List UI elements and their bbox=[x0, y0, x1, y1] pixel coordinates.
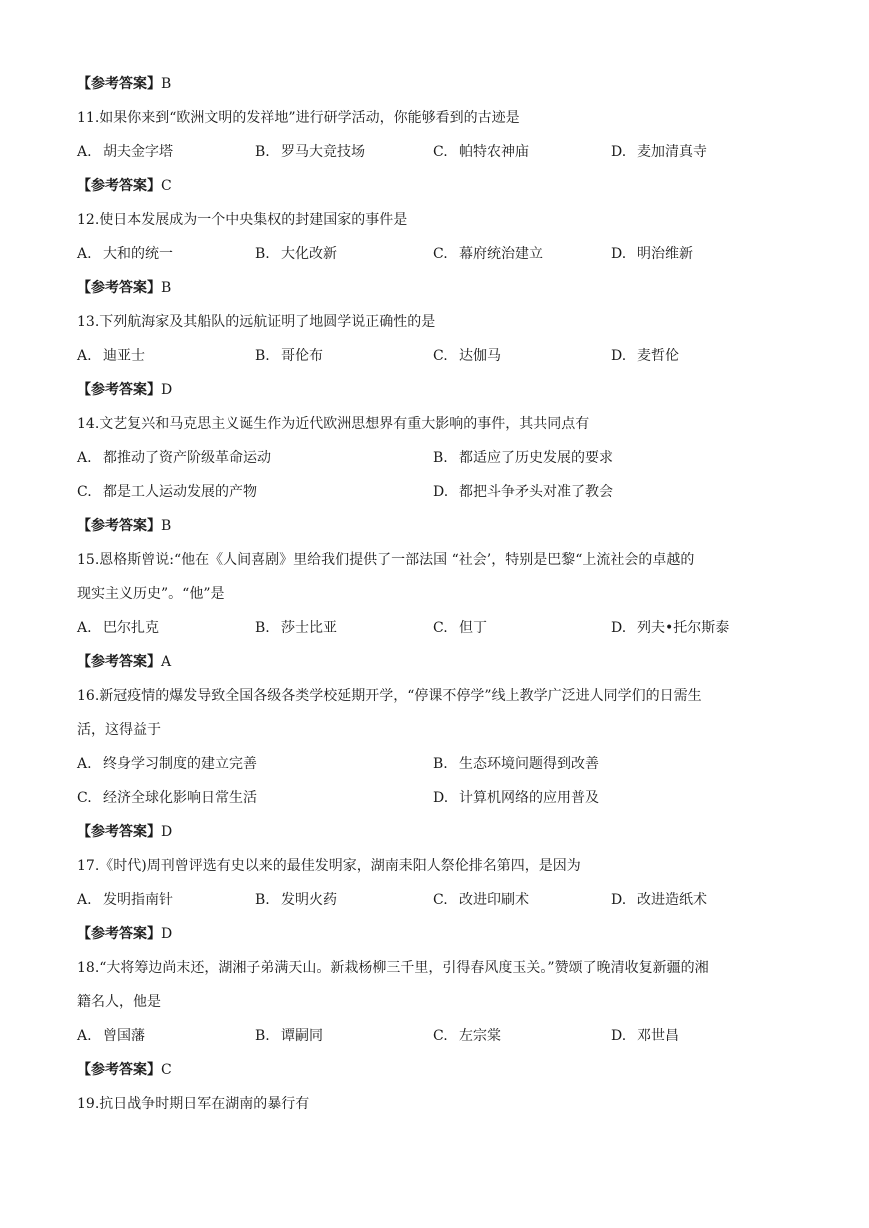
option-text: 左宗棠 bbox=[459, 1028, 501, 1044]
option-letter: D. bbox=[611, 620, 627, 636]
question-block bbox=[77, 412, 797, 548]
option-text: 都推动了资产阶级革命运动 bbox=[103, 450, 271, 466]
answer-label: 【参考答案】 bbox=[77, 654, 161, 670]
option-text: 谭嗣同 bbox=[281, 1028, 323, 1044]
option-text: 都适应了历史发展的要求 bbox=[459, 450, 613, 466]
options-row bbox=[77, 480, 797, 514]
answer-label: 【参考答案】 bbox=[77, 76, 161, 92]
option-letter: D. bbox=[611, 246, 627, 262]
option-text: 麦哲伦 bbox=[637, 348, 679, 364]
question-stem: 18.“大将筹边尚末还，湖湘子弟满天山。新栽杨柳三千里，引得春风度玉关。”赞颂了晚清收复新疆的湘 bbox=[77, 960, 709, 976]
option-letter: C. bbox=[433, 246, 448, 262]
answer-label: 【参考答案】 bbox=[77, 178, 161, 194]
answer-label: 【参考答案】 bbox=[77, 518, 161, 534]
option-item bbox=[77, 786, 433, 820]
option-item bbox=[255, 140, 433, 174]
option-item bbox=[77, 446, 433, 480]
answer-line bbox=[77, 174, 797, 208]
answer-line bbox=[77, 650, 797, 684]
option-letter: C. bbox=[433, 348, 448, 364]
option-letter: C. bbox=[77, 484, 92, 500]
option-letter: D. bbox=[611, 892, 627, 908]
option-letter: D. bbox=[611, 144, 627, 160]
option-item bbox=[611, 344, 789, 378]
answer-label: 【参考答案】 bbox=[77, 1062, 161, 1078]
question-stem: 19.抗日战争时期日军在湖南的暴行有 bbox=[77, 1096, 310, 1112]
option-letter: A. bbox=[77, 892, 92, 908]
options-row bbox=[77, 752, 797, 786]
options-row bbox=[77, 1024, 797, 1058]
question-block bbox=[77, 310, 797, 412]
option-item bbox=[433, 888, 611, 922]
option-letter: B. bbox=[255, 620, 270, 636]
option-letter: A. bbox=[77, 1028, 92, 1044]
answer-value: B bbox=[161, 280, 172, 296]
option-item bbox=[255, 242, 433, 276]
answer-line bbox=[77, 922, 797, 956]
question-list bbox=[77, 106, 797, 1126]
answer-line bbox=[77, 378, 797, 412]
answer-value: D bbox=[161, 926, 173, 942]
option-text: 改进印刷术 bbox=[459, 892, 529, 908]
option-text: 胡夫金字塔 bbox=[103, 144, 173, 160]
options-row bbox=[77, 616, 797, 650]
option-text: 经济全球化影响日常生活 bbox=[103, 790, 257, 806]
option-text: 莎士比亚 bbox=[281, 620, 337, 636]
option-item bbox=[433, 480, 789, 514]
answer-value: C bbox=[161, 1062, 172, 1078]
option-text: 生态环境问题得到改善 bbox=[459, 756, 599, 772]
option-text: 哥伦布 bbox=[281, 348, 323, 364]
option-item bbox=[433, 616, 611, 650]
option-item bbox=[77, 344, 255, 378]
option-item bbox=[433, 446, 789, 480]
option-text: 迪亚士 bbox=[103, 348, 145, 364]
option-letter: D. bbox=[611, 348, 627, 364]
options-row bbox=[77, 242, 797, 276]
option-item bbox=[77, 1024, 255, 1058]
option-item bbox=[77, 616, 255, 650]
option-text: 列夫•托尔斯泰 bbox=[637, 620, 730, 636]
option-letter: B. bbox=[433, 756, 448, 772]
answer-value: C bbox=[161, 178, 172, 194]
answer-line bbox=[77, 72, 797, 106]
question-block bbox=[77, 684, 797, 854]
question-block bbox=[77, 956, 797, 1092]
answer-label: 【参考答案】 bbox=[77, 926, 161, 942]
option-letter: A. bbox=[77, 756, 92, 772]
option-text: 邓世昌 bbox=[637, 1028, 679, 1044]
document-page bbox=[77, 72, 797, 1126]
question-block bbox=[77, 1092, 797, 1126]
option-letter: D. bbox=[611, 1028, 627, 1044]
option-letter: B. bbox=[433, 450, 448, 466]
question-stem: 12.使日本发展成为一个中央集权的封建国家的事件是 bbox=[77, 212, 408, 228]
option-item bbox=[433, 1024, 611, 1058]
option-letter: C. bbox=[433, 144, 448, 160]
option-text: 大和的统一 bbox=[103, 246, 173, 262]
option-text: 发明指南针 bbox=[103, 892, 173, 908]
answer-label: 【参考答案】 bbox=[77, 824, 161, 840]
option-item bbox=[611, 888, 789, 922]
option-letter: C. bbox=[433, 892, 448, 908]
option-letter: A. bbox=[77, 348, 92, 364]
option-item bbox=[255, 616, 433, 650]
option-item bbox=[77, 752, 433, 786]
question-stem: 活，这得益于 bbox=[77, 722, 161, 738]
option-item bbox=[611, 242, 789, 276]
options-row bbox=[77, 446, 797, 480]
option-item bbox=[433, 140, 611, 174]
option-item bbox=[255, 1024, 433, 1058]
option-letter: A. bbox=[77, 246, 92, 262]
options-row bbox=[77, 786, 797, 820]
option-text: 但丁 bbox=[459, 620, 487, 636]
answer-label: 【参考答案】 bbox=[77, 280, 161, 296]
option-letter: B. bbox=[255, 348, 270, 364]
answer-value: D bbox=[161, 824, 173, 840]
option-letter: D. bbox=[433, 790, 449, 806]
question-block bbox=[77, 208, 797, 310]
question-block bbox=[77, 548, 797, 684]
option-letter: A. bbox=[77, 620, 92, 636]
option-letter: D. bbox=[433, 484, 449, 500]
option-text: 达伽马 bbox=[459, 348, 501, 364]
question-stem: 17.《时代)周刊曾评选有史以来的最佳发明家，湖南耒阳人祭伦排名第四，是因为 bbox=[77, 858, 581, 874]
option-item bbox=[433, 344, 611, 378]
option-text: 都是工人运动发展的产物 bbox=[103, 484, 257, 500]
question-stem: 现实主义历史”。“他”是 bbox=[77, 586, 225, 602]
answer-line bbox=[77, 820, 797, 854]
answer-line bbox=[77, 1058, 797, 1092]
answer-value: B bbox=[161, 518, 172, 534]
question-stem: 15.恩格斯曾说:“他在《人间喜剧》里给我们提供了一部法国 “社会’，特别是巴黎“上流社会的卓越的 bbox=[77, 552, 695, 568]
option-letter: B. bbox=[255, 246, 270, 262]
option-item bbox=[77, 888, 255, 922]
option-item bbox=[611, 140, 789, 174]
question-stem: 16.新冠疫情的爆发导致全国各级各类学校延期开学，“停课不停学”线上教学广泛进人同学们的日需生 bbox=[77, 688, 702, 704]
question-block bbox=[77, 854, 797, 956]
answer-value: A bbox=[161, 654, 172, 670]
question-block bbox=[77, 106, 797, 208]
option-text: 改进造纸术 bbox=[637, 892, 707, 908]
answer-line bbox=[77, 276, 797, 310]
option-item bbox=[255, 344, 433, 378]
option-text: 麦加清真寺 bbox=[637, 144, 707, 160]
option-item bbox=[77, 140, 255, 174]
options-row bbox=[77, 344, 797, 378]
option-letter: B. bbox=[255, 892, 270, 908]
option-text: 明治维新 bbox=[637, 246, 693, 262]
options-row bbox=[77, 140, 797, 174]
question-stem: 11.如果你来到“欧洲文明的发祥地”进行研学活动，你能够看到的古迹是 bbox=[77, 110, 520, 126]
option-item bbox=[433, 752, 789, 786]
question-stem: 14.文艺复兴和马克思主义诞生作为近代欧洲思想界有重大影响的事件，其共同点有 bbox=[77, 416, 590, 432]
option-item bbox=[433, 786, 789, 820]
option-text: 曾国藩 bbox=[103, 1028, 145, 1044]
option-item bbox=[77, 242, 255, 276]
answer-value: B bbox=[161, 76, 172, 92]
option-letter: B. bbox=[255, 1028, 270, 1044]
option-letter: B. bbox=[255, 144, 270, 160]
question-stem: 13.下列航海家及其船队的远航证明了地圆学说正确性的是 bbox=[77, 314, 436, 330]
option-text: 幕府统治建立 bbox=[459, 246, 543, 262]
option-text: 帕特农神庙 bbox=[459, 144, 529, 160]
option-letter: A. bbox=[77, 450, 92, 466]
option-letter: C. bbox=[77, 790, 92, 806]
option-item bbox=[611, 616, 789, 650]
option-text: 终身学习制度的建立完善 bbox=[103, 756, 257, 772]
option-item bbox=[433, 242, 611, 276]
option-item bbox=[611, 1024, 789, 1058]
option-letter: A. bbox=[77, 144, 92, 160]
option-item bbox=[255, 888, 433, 922]
option-text: 大化改新 bbox=[281, 246, 337, 262]
option-item bbox=[77, 480, 433, 514]
option-letter: C. bbox=[433, 620, 448, 636]
answer-value: D bbox=[161, 382, 173, 398]
option-text: 计算机网络的应用普及 bbox=[459, 790, 599, 806]
options-row bbox=[77, 888, 797, 922]
question-stem: 籍名人，他是 bbox=[77, 994, 161, 1010]
option-text: 发明火药 bbox=[281, 892, 337, 908]
option-text: 罗马大竞技场 bbox=[281, 144, 365, 160]
option-text: 都把斗争矛头对准了教会 bbox=[459, 484, 613, 500]
answer-label: 【参考答案】 bbox=[77, 382, 161, 398]
answer-line bbox=[77, 514, 797, 548]
option-letter: C. bbox=[433, 1028, 448, 1044]
option-text: 巴尔扎克 bbox=[103, 620, 159, 636]
